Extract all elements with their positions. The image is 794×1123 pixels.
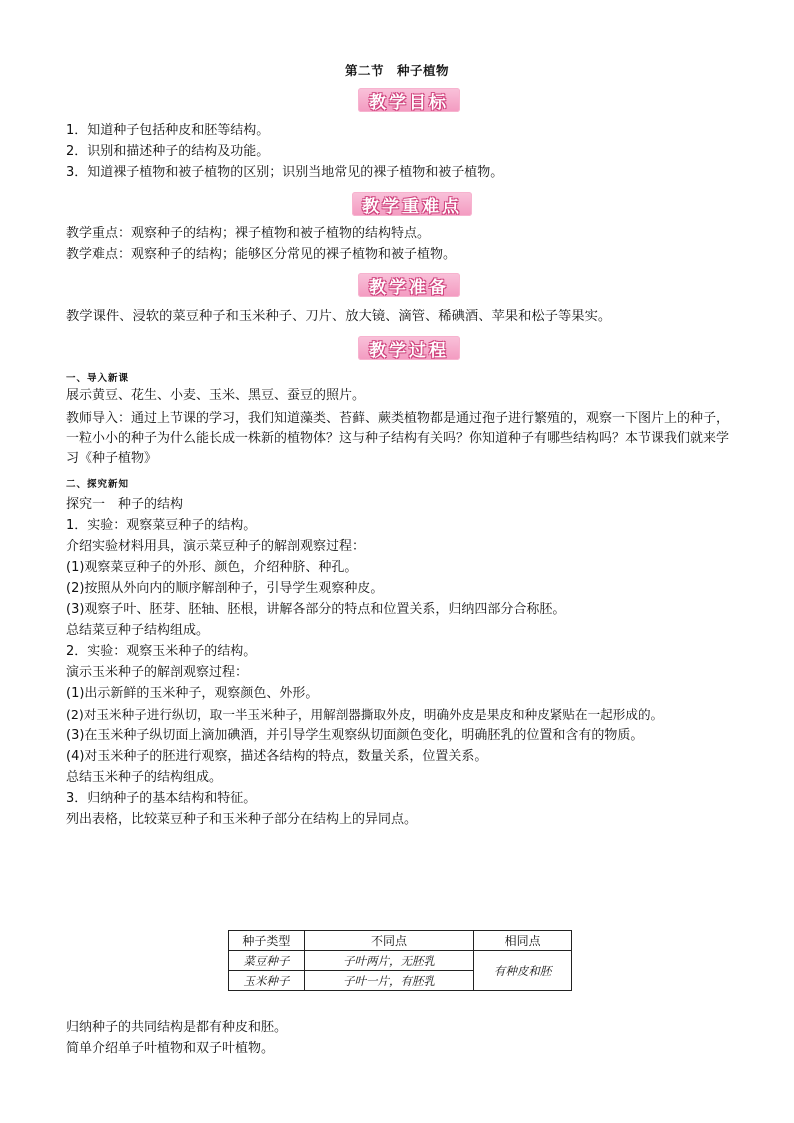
section-heading: 二、探究新知 — [66, 479, 130, 490]
process-line: (4)对玉米种子的胚进行观察，描述各结构的特点，数量关系，位置关系。 — [66, 749, 488, 764]
explore-heading: 探究一 种子的结构 — [66, 497, 184, 512]
table-header: 相同点 — [474, 931, 572, 951]
process-line: (3)在玉米种子纵切面上滴加碘酒，并引导学生观察纵切面颜色变化，明确胚乳的位置和含有的物质。 — [66, 728, 644, 743]
goal-item: 2．识别和描述种子的结构及功能。 — [66, 144, 270, 159]
table-cell-type: 玉米种子 — [229, 971, 305, 991]
table-header: 种子类型 — [229, 931, 305, 951]
teaching-focus: 教学重点：观察种子的结构；裸子植物和被子植物的结构特点。 — [66, 226, 431, 241]
section-heading: 一、导入新课 — [66, 373, 130, 384]
process-line: 总结玉米种子的结构组成。 — [66, 770, 223, 785]
goal-item: 1．知道种子包括种皮和胚等结构。 — [66, 123, 270, 138]
process-line: 2．实验：观察玉米种子的结构。 — [66, 644, 257, 659]
table-cell-diff: 子叶一片，有胚乳 — [304, 971, 474, 991]
conclusion-line: 简单介绍单子叶植物和双子叶植物。 — [66, 1041, 275, 1056]
table-header-row — [229, 931, 572, 951]
banner-label: 教学过程 — [369, 340, 449, 361]
banner-teaching-goals — [358, 88, 460, 112]
banner-label: 教学重难点 — [362, 196, 462, 217]
intro-line: 展示黄豆、花生、小麦、玉米、黑豆、蚕豆的照片。 — [66, 388, 366, 403]
process-line: 1．实验：观察菜豆种子的结构。 — [66, 518, 257, 533]
process-line: (3)观察子叶、胚芽、胚轴、胚根，讲解各部分的特点和位置关系，归纳四部分合称胚。 — [66, 602, 566, 617]
table-cell-diff: 子叶两片，无胚乳 — [304, 951, 474, 971]
table-cell-type: 菜豆种子 — [229, 951, 305, 971]
table-row — [229, 951, 572, 971]
process-line: (2)按照从外向内的顺序解剖种子，引导学生观察种皮。 — [66, 581, 384, 596]
conclusion-line: 归纳种子的共同结构是都有种皮和胚。 — [66, 1020, 288, 1035]
banner-preparation — [358, 273, 460, 297]
section-title: 第二节 种子植物 — [344, 63, 449, 78]
process-line: 介绍实验材料用具，演示菜豆种子的解剖观察过程： — [66, 539, 366, 554]
banner-key-points — [352, 192, 472, 216]
preparation-text: 教学课件、浸软的菜豆种子和玉米种子、刀片、放大镜、滴管、稀碘酒、苹果和松子等果实。 — [66, 309, 612, 324]
seed-comparison-table — [228, 930, 572, 991]
goal-item: 3．知道裸子植物和被子植物的区别；识别当地常见的裸子植物和被子植物。 — [66, 165, 504, 180]
process-line: 3．归纳种子的基本结构和特征。 — [66, 791, 257, 806]
process-line: (1)出示新鲜的玉米种子，观察颜色、外形。 — [66, 686, 319, 701]
banner-label: 教学目标 — [369, 92, 449, 113]
table-header: 不同点 — [304, 931, 474, 951]
banner-label: 教学准备 — [369, 277, 449, 298]
process-line: 列出表格，比较菜豆种子和玉米种子部分在结构上的异同点。 — [66, 812, 418, 827]
process-line: (1)观察菜豆种子的外形、颜色，介绍种脐、种孔。 — [66, 560, 358, 575]
process-line: 总结菜豆种子结构组成。 — [66, 623, 210, 638]
process-line: 演示玉米种子的解剖观察过程： — [66, 665, 249, 680]
process-line: (2)对玉米种子进行纵切，取一半玉米种子，用解剖器撕取外皮，明确外皮是果皮和种皮紧贴在一起形成的。 — [66, 707, 664, 722]
teaching-difficulty: 教学难点：观察种子的结构；能够区分常见的裸子植物和被子植物。 — [66, 247, 457, 262]
banner-process — [358, 336, 460, 360]
intro-paragraph: 教师导入：通过上节课的学习，我们知道藻类、苔藓、蕨类植物都是通过孢子进行繁殖的，观察一下图片上的种子，一粒小小的种子为什么能长成一株新的植物体？这与种子结构有关吗？你知道种子有哪些结构吗？本节课我们就来学习《种子植物》 — [66, 411, 730, 466]
table-cell-same: 有种皮和胚 — [474, 951, 572, 991]
